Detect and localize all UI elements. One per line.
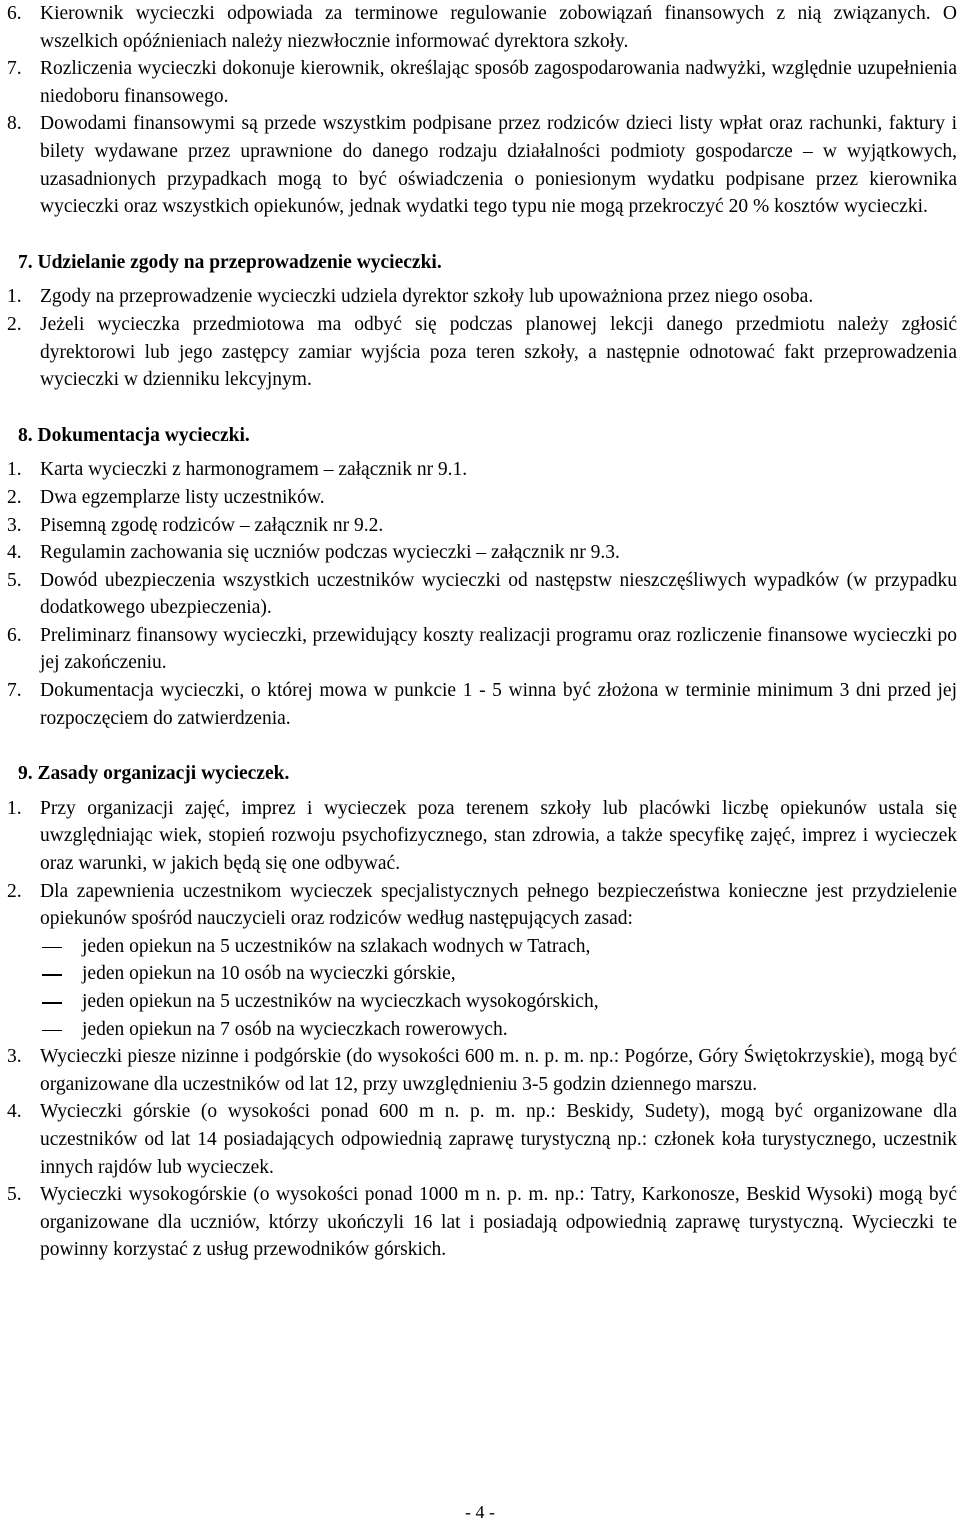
- section-heading-8: 8. Dokumentacja wycieczki.: [18, 424, 250, 446]
- item-text: Preliminarz finansowy wycieczki, przewidujący koszty realizacji programu oraz rozliczenie finansowe wycieczki po jej zakończeniu.: [40, 624, 957, 674]
- list-item: 7. Dokumentacja wycieczki, o której mowa w punkcie 1 - 5 winna być złożona w terminie minimum 3 dni przed jej rozpoczęciem do zatwierdzenia.: [7, 680, 957, 729]
- list-item: 1. Karta wycieczki z harmonogramem – załącznik nr 9.1.: [7, 459, 468, 481]
- item-text: Dwa egzemplarze listy uczestników.: [40, 486, 325, 508]
- item-text: Dowód ubezpieczenia wszystkich uczestników wycieczki od następstw nieszczęśliwych wypadków (w przypadku dodatkowego ubezpieczenia).: [40, 569, 957, 619]
- item-text: Zgody na przeprowadzenie wycieczki udziela dyrektor szkoły lub upoważniona przez niego osoba.: [40, 286, 814, 308]
- list-item: 1. Przy organizacji zajęć, imprez i wycieczek poza terenem szkoły lub placówki liczbę opiekunów ustala się uwzględniając wiek, stopień rozwoju psychofizycznego, stan zdrowia, a także specyfikę zajęć, imprez i wycieczek oraz warunki, w jakich będą się one odbywać.: [7, 797, 957, 875]
- item-text: Wycieczki wysokogórskie (o wysokości ponad 1000 m n. p. m. np.: Tatry, Karkonosze, Beskid Wysoki) mogą być organizowane dla uczniów, którzy ukończyli 16 lat i posiadają odpowiednią zaprawę turystyczną. Wycieczki te powinny korzystać z usług przewodników górskich.: [40, 1184, 957, 1261]
- item-text: Kierownik wycieczki odpowiada za terminowe regulowanie zobowiązań finansowych z nią związanych. O wszelkich opóźnieniach należy niezwłocznie informować dyrektora szkoły.: [40, 3, 957, 52]
- list-item: 2. Dla zapewnienia uczestnikom wycieczek specjalistycznych pełnego bezpieczeństwa konieczne jest przydzielenie opiekunów spośród nauczycieli oraz rodziców według następujących zasad: jeden opiekun na 5 uczestników na szlakach wodnych w Tatrach, jeden opiekun na 10 osób na wycieczki górskie, jeden opiekun na 5 uczestników na wycieczkach wysokogórskich, jeden opiekun na 7 osób na wycieczkach rowerowych.: [7, 878, 957, 1044]
- list-item: 3. Wycieczki piesze nizinne i podgórskie (do wysokości 600 m. n. p. m. np.: Pogórze, Góry Świętokrzyskie), mogą być organizowane dla uczestników od lat 12, przy uwzględnieniu 3-5 godzin dziennego marszu.: [7, 1046, 957, 1095]
- dash-list: [40, 933, 957, 1043]
- list-item: 3. Pisemną zgodę rodziców – załącznik nr 9.2.: [7, 514, 384, 536]
- list-item: 2. Jeżeli wycieczka przedmiotowa ma odbyć się podczas planowej lekcji danego przedmiotu należy zgłosić dyrektorowi lub jego zastępcy zamiar wyjścia poza teren szkoły, a następnie odnotować fakt przeprowadzenia wycieczki w dzienniku lekcyjnym.: [7, 313, 957, 391]
- item-text: Wycieczki piesze nizinne i podgórskie (do wysokości 600 m. n. p. m. np.: Pogórze, Góry Świętokrzyskie), mogą być organizowane dla uczestników od lat 12, przy uwzględnieniu 3-5 godzin dziennego marszu.: [40, 1046, 957, 1095]
- list-item: 1. Zgody na przeprowadzenie wycieczki udziela dyrektor szkoły lub upoważniona przez niego osoba.: [7, 286, 814, 308]
- list-documentation: [0, 456, 957, 732]
- item-text: Jeżeli wycieczka przedmiotowa ma odbyć się podczas planowej lekcji danego przedmiotu należy zgłosić dyrektorowi lub jego zastępcy zamiar wyjścia poza teren szkoły, a następnie odnotować fakt przeprowadzenia wycieczki w dzienniku lekcyjnym.: [40, 313, 957, 391]
- list-item: 4. Regulamin zachowania się uczniów podczas wycieczki – załącznik nr 9.3.: [7, 542, 620, 564]
- section-heading-7: 7. Udzielanie zgody na przeprowadzenie wycieczki.: [18, 251, 442, 273]
- item-text: Rozliczenia wycieczki dokonuje kierownik, określając sposób zagospodarowania nadwyżki, względnie uzupełnienia niedoboru finansowego.: [40, 58, 957, 107]
- dash-list-item: jeden opiekun na 7 osób na wycieczkach rowerowych.: [40, 1016, 957, 1044]
- list-item: 6. Kierownik wycieczki odpowiada za terminowe regulowanie zobowiązań finansowych z nią związanych. O wszelkich opóźnieniach należy niezwłocznie informować dyrektora szkoły.: [7, 3, 957, 52]
- list-item: 5. Wycieczki wysokogórskie (o wysokości ponad 1000 m n. p. m. np.: Tatry, Karkonosze, Beskid Wysoki) mogą być organizowane dla uczniów, którzy ukończyli 16 lat i posiadają odpowiednią zaprawę turystyczną. Wycieczki te powinny korzystać z usług przewodników górskich.: [7, 1184, 957, 1261]
- dash-list-item: jeden opiekun na 5 uczestników na szlakach wodnych w Tatrach,: [40, 933, 957, 961]
- item-text: Dowodami finansowymi są przede wszystkim podpisane przez rodziców dzieci listy wpłat oraz rachunki, faktury i bilety wydawane przez uprawnione do danego rodzaju działalności podmioty gospodarcze – w wyjątkowych, uzasadnionych przypadkach mogą to być oświadczenia o poniesionym wydatku podpisane przez kierownika wycieczki oraz wszystkich opiekunów, jednak wydatki tego typu nie mogą przekroczyć 20 % kosztów wycieczki.: [40, 113, 957, 218]
- list-item: 8. Dowodami finansowymi są przede wszystkim podpisane przez rodziców dzieci listy wpłat oraz rachunki, faktury i bilety wydawane przez uprawnione do danego rodzaju działalności podmioty gospodarcze – w wyjątkowych, uzasadnionych przypadkach mogą to być oświadczenia o poniesionym wydatku podpisane przez kierownika wycieczki oraz wszystkich opiekunów, jednak wydatki tego typu nie mogą przekroczyć 20 % kosztów wycieczki.: [7, 113, 957, 218]
- list-consent: [0, 283, 957, 393]
- item-text: Dla zapewnienia uczestnikom wycieczek specjalistycznych pełnego bezpieczeństwa konieczne jest przydzielenie opiekunów spośród nauczycieli oraz rodziców według następujących zasad:: [40, 880, 957, 930]
- item-text: Pisemną zgodę rodziców – załącznik nr 9.2.: [40, 514, 384, 536]
- list-item: 5. Dowód ubezpieczenia wszystkich uczestników wycieczki od następstw nieszczęśliwych wypadków (w przypadku dodatkowego ubezpieczenia).: [7, 569, 957, 619]
- item-text: Wycieczki górskie (o wysokości ponad 600 m n. p. m. np.: Beskidy, Sudety), mogą być organizowane dla uczestników od lat 14 posiadających odpowiednią zaprawę turystyczną np.: członek koła turystycznego, uczestnik innych rajdów lub wycieczek.: [40, 1101, 957, 1178]
- item-text: Dokumentacja wycieczki, o której mowa w punkcie 1 - 5 winna być złożona w terminie minimum 3 dni przed jej rozpoczęciem do zatwierdzenia.: [40, 680, 957, 729]
- dash-list-item: jeden opiekun na 5 uczestników na wycieczkach wysokogórskich,: [40, 988, 957, 1016]
- list-item: 4. Wycieczki górskie (o wysokości ponad 600 m n. p. m. np.: Beskidy, Sudety), mogą być organizowane dla uczestników od lat 14 posiadających odpowiednią zaprawę turystyczną np.: członek koła turystycznego, uczestnik innych rajdów lub wycieczek.: [7, 1101, 957, 1178]
- list-item: 2. Dwa egzemplarze listy uczestników.: [7, 486, 325, 508]
- section-heading-9: 9. Zasady organizacji wycieczek.: [18, 763, 290, 785]
- item-text: Karta wycieczki z harmonogramem – załącznik nr 9.1.: [40, 459, 468, 481]
- list-organization: [0, 795, 957, 1264]
- item-text: Przy organizacji zajęć, imprez i wycieczek poza terenem szkoły lub placówki liczbę opiekunów ustala się uwzględniając wiek, stopień rozwoju psychofizycznego, stan zdrowia, a także specyfikę zajęć, imprez i wycieczek oraz warunki, w jakich będą się one odbywać.: [40, 797, 957, 875]
- page-number: - 4 -: [465, 1502, 495, 1522]
- dash-list-item: jeden opiekun na 10 osób na wycieczki górskie,: [40, 960, 957, 988]
- list-item: 6. Preliminarz finansowy wycieczki, przewidujący koszty realizacji programu oraz rozliczenie finansowe wycieczki po jej zakończeniu.: [7, 624, 957, 674]
- item-text: Regulamin zachowania się uczniów podczas wycieczki – załącznik nr 9.3.: [40, 542, 620, 564]
- list-item: 7. Rozliczenia wycieczki dokonuje kierownik, określając sposób zagospodarowania nadwyżki, względnie uzupełnienia niedoboru finansowego.: [7, 58, 957, 107]
- list-finance: [0, 0, 957, 221]
